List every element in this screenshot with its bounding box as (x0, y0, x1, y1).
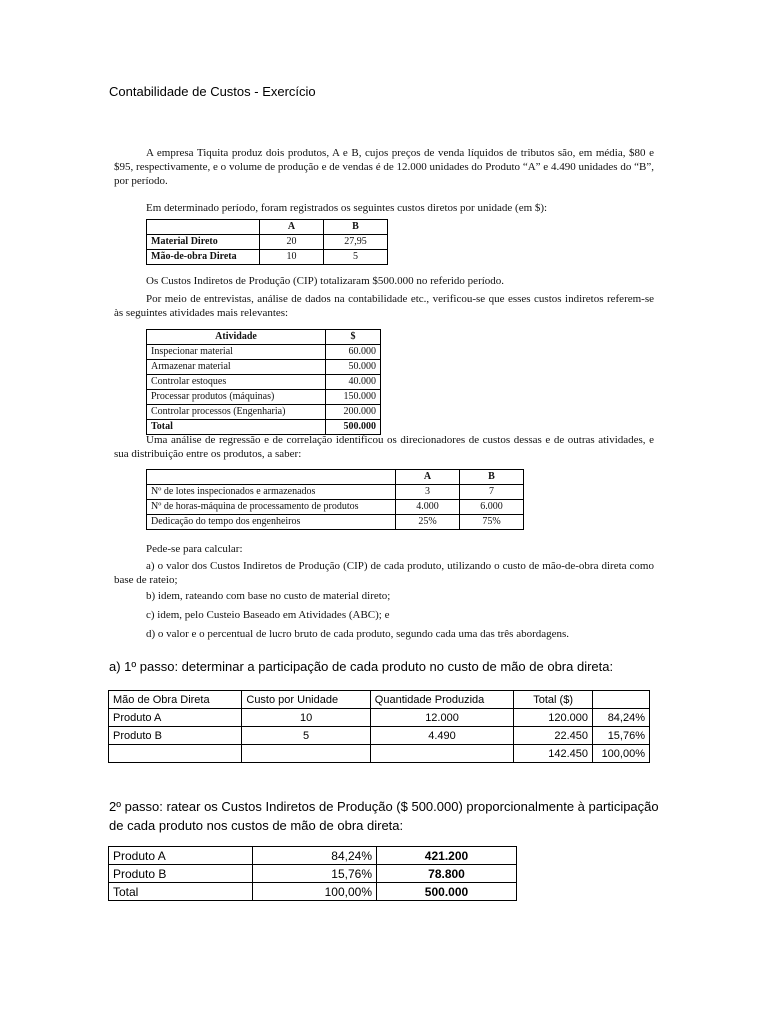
table-cell: Dedicação do tempo dos engenheiros (147, 515, 396, 530)
table-cell: 20 (260, 235, 324, 250)
table-cell: Processar produtos (máquinas) (147, 390, 326, 405)
step2-text: 2º passo: ratear os Custos Indiretos de Produção ($ 500.000) proporcionalmente à participação de cada produto nos custos de mão de obra direta: (109, 799, 659, 833)
total-label: Total (147, 420, 326, 435)
table-cell: Mão-de-obra Direta (147, 250, 260, 265)
table-cell: 50.000 (326, 360, 381, 375)
table-cell: Material Direto (147, 235, 260, 250)
table-cell: 15,76% (253, 865, 377, 883)
table-cell: 6.000 (460, 500, 524, 515)
table-cell: 84,24% (593, 709, 650, 727)
table-cell: 200.000 (326, 405, 381, 420)
table-cell: Produto B (109, 727, 242, 745)
table-row (109, 883, 517, 901)
table-cell: 500.000 (377, 883, 517, 901)
activities-text: Por meio de entrevistas, análise de dados na contabilidade etc., verificou-se que esses custos indiretos referem-se às seguintes atividades mais relevantes: (114, 293, 654, 319)
table-header: Custo por Unidade (242, 691, 370, 709)
page-title: Contabilidade de Custos - Exercício (109, 84, 316, 99)
table-cell (370, 745, 513, 763)
table-header: Total ($) (514, 691, 593, 709)
table-cell: 27,95 (324, 235, 388, 250)
table-cell: 10 (260, 250, 324, 265)
question-a: a) o valor dos Custos Indiretos de Produção (CIP) de cada produto, utilizando o custo de mão-de-obra direta como base de rateio; (114, 560, 654, 586)
table-cell: 150.000 (326, 390, 381, 405)
activities-header: $ (326, 330, 381, 345)
table-cell: Armazenar material (147, 360, 326, 375)
table-cell: 25% (396, 515, 460, 530)
drivers-header: B (460, 470, 524, 485)
table-cell: 12.000 (370, 709, 513, 727)
activities-table (146, 329, 381, 435)
table-header (593, 691, 650, 709)
direct-costs-table (146, 219, 388, 265)
activities-header: Atividade (147, 330, 326, 345)
table-row (109, 709, 650, 727)
table-cell: 22.450 (514, 727, 593, 745)
intro-paragraph: A empresa Tiquita produz dois produtos, A e B, cujos preços de venda líquidos de tributos são, em média, $80 e $95, respectivamente, e o volume de produção e de vendas é de 12.000 unidades do Produto “A” e 4.490 unidades do “B”, por período. (114, 147, 654, 187)
direct-costs-text: Em determinado período, foram registrados os seguintes custos diretos por unidade (em $): (146, 202, 548, 214)
cip-text: Os Custos Indiretos de Produção (CIP) totalizaram $500.000 no referido período. (146, 275, 505, 287)
table-cell: Nº de lotes inspecionados e armazenados (147, 485, 396, 500)
table-cell: 120.000 (514, 709, 593, 727)
table-cell: 100,00% (593, 745, 650, 763)
question-b: b) idem, rateando com base no custo de material direto; (146, 590, 391, 602)
table-cell (109, 745, 242, 763)
table-cell: 5 (242, 727, 370, 745)
table-cell: 78.800 (377, 865, 517, 883)
drivers-header (147, 470, 396, 485)
table-cell: Produto A (109, 709, 242, 727)
table-cell: Controlar estoques (147, 375, 326, 390)
direct-costs-header: A (260, 220, 324, 235)
ask-text: Pede-se para calcular: (146, 543, 243, 555)
table-cell: Total (109, 883, 253, 901)
table-cell: 4.000 (396, 500, 460, 515)
table-cell: 4.490 (370, 727, 513, 745)
table-cell: 421.200 (377, 847, 517, 865)
table-cell: 60.000 (326, 345, 381, 360)
table-cell: 15,76% (593, 727, 650, 745)
table-cell: 75% (460, 515, 524, 530)
table-cell: 7 (460, 485, 524, 500)
table-cell: 5 (324, 250, 388, 265)
table-cell: 3 (396, 485, 460, 500)
step1-text: a) 1º passo: determinar a participação de cada produto no custo de mão de obra direta: (109, 659, 614, 674)
table-row (109, 847, 517, 865)
regression-text: Uma análise de regressão e de correlação identificou os direcionadores de custos dessas e de outras atividades, e sua distribuição entre os produtos, a saber: (114, 434, 654, 460)
table-cell: 100,00% (253, 883, 377, 901)
table-header: Mão de Obra Direta (109, 691, 242, 709)
table-row (109, 727, 650, 745)
table-cell: 10 (242, 709, 370, 727)
direct-costs-header (147, 220, 260, 235)
question-c: c) idem, pelo Custeio Baseado em Atividades (ABC); e (146, 609, 390, 621)
total-value: 500.000 (326, 420, 381, 435)
drivers-header: A (396, 470, 460, 485)
cip-allocation-table (108, 846, 517, 901)
table-cell: 84,24% (253, 847, 377, 865)
table-cell: 142.450 (514, 745, 593, 763)
table-cell: 40.000 (326, 375, 381, 390)
table-cell: Inspecionar material (147, 345, 326, 360)
labor-share-table (108, 690, 650, 763)
question-d: d) o valor e o percentual de lucro bruto de cada produto, segundo cada uma das três abordagens. (146, 628, 570, 640)
direct-costs-header: B (324, 220, 388, 235)
table-cell: Produto A (109, 847, 253, 865)
table-row (109, 865, 517, 883)
table-header: Quantidade Produzida (370, 691, 513, 709)
table-cell: Nº de horas-máquina de processamento de produtos (147, 500, 396, 515)
table-cell: Produto B (109, 865, 253, 883)
table-row (109, 745, 650, 763)
table-cell (242, 745, 370, 763)
table-cell: Controlar processos (Engenharia) (147, 405, 326, 420)
drivers-table (146, 469, 524, 530)
